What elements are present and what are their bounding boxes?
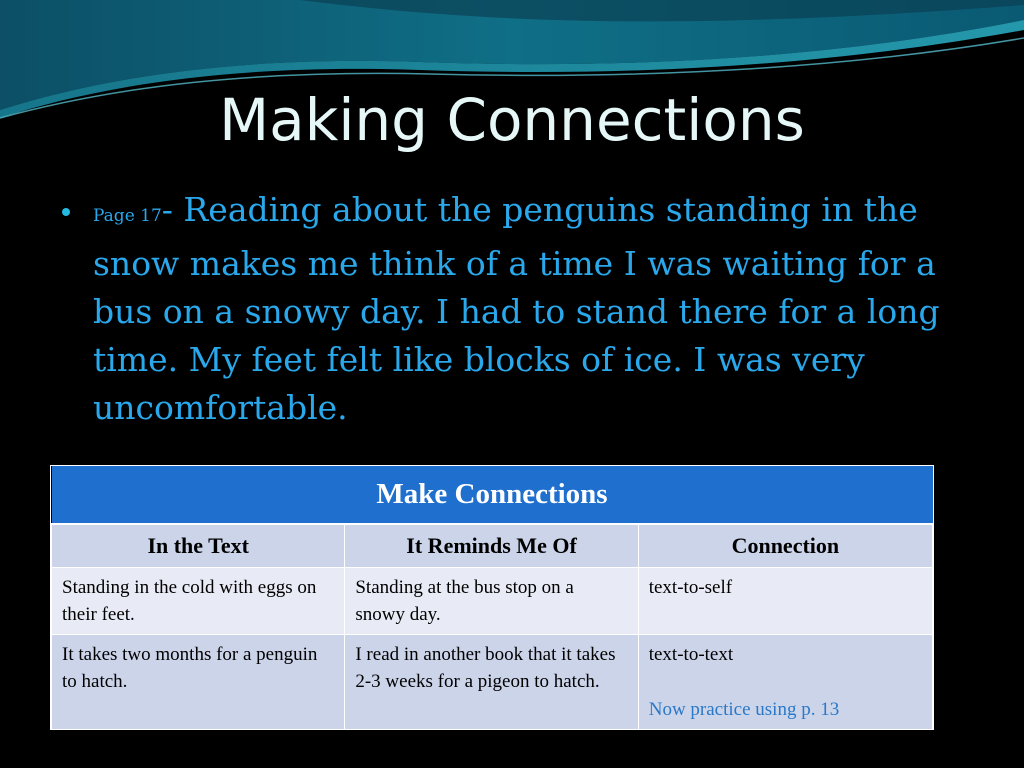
table-row <box>52 635 933 730</box>
cell-in-the-text: Standing in the cold with eggs on their feet. <box>52 568 345 635</box>
bullet-dot-icon <box>62 208 70 216</box>
connections-table <box>50 465 934 730</box>
cell-in-the-text: It takes two months for a penguin to hatch. <box>52 635 345 730</box>
page-reference: Page 17 <box>93 206 162 226</box>
table-row <box>52 568 933 635</box>
cell-connection: text-to-self <box>638 568 932 635</box>
slide-title: Making Connections <box>219 86 805 154</box>
bullet-body: - Reading about the penguins standing in the snow makes me think of a time I was waiting for a bus on a snowy day. I had to stand there for a long time. My feet felt like blocks of ice. I was very uncomfortable. <box>93 190 940 427</box>
column-header-connection: Connection <box>638 524 932 568</box>
practice-note: Now practice using p. 13 <box>648 699 840 720</box>
connection-value: text-to-text <box>648 644 734 665</box>
column-header-reminds-me-of: It Reminds Me Of <box>345 524 638 568</box>
bullet-text <box>93 186 963 432</box>
column-header-in-the-text: In the Text <box>52 524 345 568</box>
cell-reminds-me-of: Standing at the bus stop on a snowy day. <box>345 568 638 635</box>
table-title: Make Connections <box>52 466 933 524</box>
cell-reminds-me-of: I read in another book that it takes 2-3 weeks for a pigeon to hatch. <box>345 635 638 730</box>
cell-connection <box>638 635 932 730</box>
